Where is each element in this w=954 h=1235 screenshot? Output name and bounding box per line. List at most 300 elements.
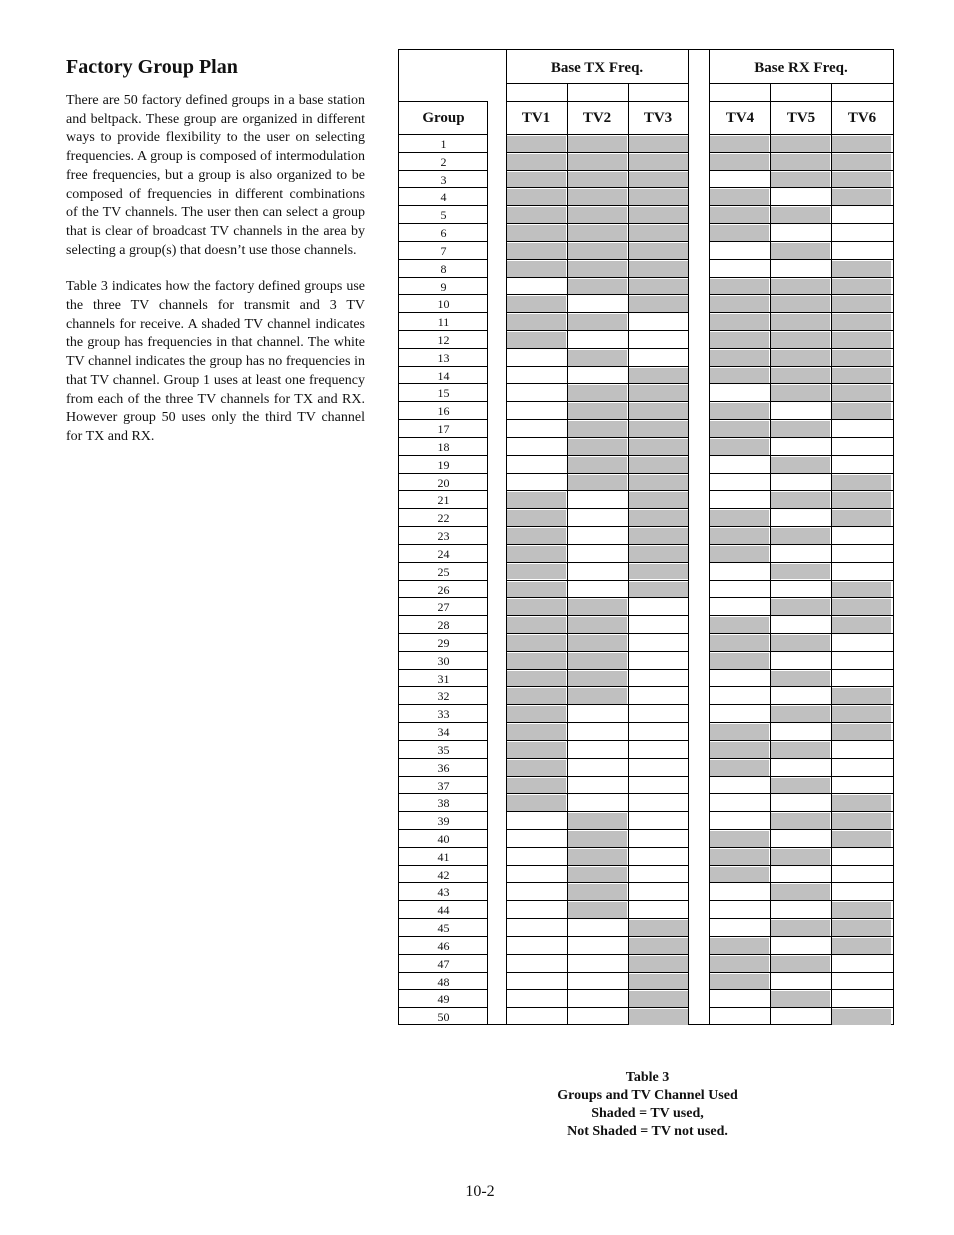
row-rule bbox=[506, 383, 688, 384]
group-number: 50 bbox=[437, 1010, 450, 1025]
channel-cell-tv6 bbox=[832, 831, 891, 847]
channel-cell-tv1 bbox=[507, 457, 566, 473]
channel-cell-tv4 bbox=[710, 189, 769, 205]
channel-cell-tv2 bbox=[568, 475, 627, 491]
channel-cell-tv6 bbox=[832, 314, 891, 330]
channel-cell-tv4 bbox=[710, 492, 769, 508]
caption-legend-unshaded: Not Shaded = TV not used. bbox=[567, 1124, 728, 1139]
channel-cell-tv5 bbox=[771, 439, 830, 455]
channel-cell-tv4 bbox=[710, 136, 769, 152]
channel-cell-tv3 bbox=[629, 956, 688, 972]
channel-header-tv3: TV3 bbox=[643, 110, 673, 126]
row-rule bbox=[506, 490, 688, 491]
channel-cell-tv3 bbox=[629, 261, 688, 277]
channel-cell-tv4 bbox=[710, 778, 769, 794]
row-rule bbox=[399, 686, 487, 687]
channel-cell-tv1 bbox=[507, 582, 566, 598]
channel-cell-tv3 bbox=[629, 368, 688, 384]
channel-cell-tv2 bbox=[568, 778, 627, 794]
channel-cell-tv5 bbox=[771, 421, 830, 437]
channel-cell-tv6 bbox=[832, 938, 891, 954]
channel-cell-tv1 bbox=[507, 154, 566, 170]
group-number: 46 bbox=[437, 938, 450, 953]
channel-cell-tv2 bbox=[568, 154, 627, 170]
header-rule bbox=[709, 101, 893, 102]
row-rule bbox=[399, 669, 487, 670]
channel-cell-tv2 bbox=[568, 314, 627, 330]
channel-cell-tv4 bbox=[710, 849, 769, 865]
row-rule bbox=[709, 205, 893, 206]
channel-cell-tv3 bbox=[629, 225, 688, 241]
channel-cell-tv5 bbox=[771, 635, 830, 651]
channel-cell-tv4 bbox=[710, 688, 769, 704]
row-rule bbox=[506, 544, 688, 545]
group-number: 30 bbox=[437, 653, 450, 668]
caption-title: Table 3 bbox=[625, 1070, 670, 1085]
group-number: 38 bbox=[437, 796, 450, 811]
row-rule bbox=[399, 419, 487, 420]
row-rule bbox=[399, 366, 487, 367]
channel-cell-tv2 bbox=[568, 884, 627, 900]
channel-cell-tv6 bbox=[832, 332, 891, 348]
channel-cell-tv6 bbox=[832, 279, 891, 295]
channel-cell-tv6 bbox=[832, 475, 891, 491]
group-number: 2 bbox=[440, 154, 447, 169]
channel-cell-tv3 bbox=[629, 706, 688, 722]
row-rule bbox=[709, 401, 893, 402]
group-number: 20 bbox=[437, 475, 450, 490]
row-rule bbox=[506, 829, 688, 830]
channel-cell-tv3 bbox=[629, 332, 688, 348]
group-number: 18 bbox=[437, 439, 450, 454]
page-heading: Factory Group Plan bbox=[66, 56, 238, 78]
channel-cell-tv3 bbox=[629, 795, 688, 811]
channel-cell-tv1 bbox=[507, 599, 566, 615]
channel-cell-tv1 bbox=[507, 207, 566, 223]
channel-cell-tv4 bbox=[710, 582, 769, 598]
channel-cell-tv1 bbox=[507, 742, 566, 758]
row-rule bbox=[709, 633, 893, 634]
channel-cell-tv1 bbox=[507, 475, 566, 491]
channel-cell-tv6 bbox=[832, 991, 891, 1007]
group-number: 33 bbox=[437, 707, 450, 722]
channel-cell-tv6 bbox=[832, 368, 891, 384]
channel-cell-tv1 bbox=[507, 385, 566, 401]
row-rule bbox=[399, 223, 487, 224]
channel-cell-tv5 bbox=[771, 617, 830, 633]
group-number: 10 bbox=[437, 297, 450, 312]
intro-paragraph-1: There are 50 factory defined groups in a base station and beltpack. These group are organized in different ways to provide flexibility to the user on selecting frequencies. A group is composed of intermodulation free frequencies, but a group is also organized to be composed of frequencies in different combinations of the TV channels. The user then can select a group that is clear of broadcast TV channels in the area by selecting a group(s) that doesn’t use those channels. bbox=[66, 93, 365, 258]
channel-cell-tv6 bbox=[832, 688, 891, 704]
channel-cell-tv2 bbox=[568, 1009, 627, 1025]
channel-cell-tv6 bbox=[832, 671, 891, 687]
group-header: Group bbox=[422, 110, 465, 126]
channel-cell-tv3 bbox=[629, 938, 688, 954]
row-rule bbox=[399, 972, 487, 973]
channel-cell-tv4 bbox=[710, 279, 769, 295]
channel-cell-tv1 bbox=[507, 974, 566, 990]
channel-cell-tv1 bbox=[507, 261, 566, 277]
row-rule bbox=[399, 776, 487, 777]
channel-cell-tv1 bbox=[507, 671, 566, 687]
header-rule bbox=[399, 134, 487, 135]
channel-cell-tv6 bbox=[832, 136, 891, 152]
channel-cell-tv1 bbox=[507, 225, 566, 241]
channel-cell-tv5 bbox=[771, 546, 830, 562]
row-rule bbox=[709, 490, 893, 491]
row-rule bbox=[506, 205, 688, 206]
group-number: 36 bbox=[437, 760, 450, 775]
row-rule bbox=[506, 187, 688, 188]
group-number: 22 bbox=[437, 511, 450, 526]
channel-cell-tv4 bbox=[710, 510, 769, 526]
group-number: 39 bbox=[437, 814, 450, 829]
channel-cell-tv6 bbox=[832, 492, 891, 508]
row-rule bbox=[506, 294, 688, 295]
group-number: 32 bbox=[437, 689, 450, 704]
channel-cell-tv2 bbox=[568, 332, 627, 348]
channel-cell-tv1 bbox=[507, 991, 566, 1007]
group-number: 49 bbox=[437, 992, 450, 1007]
channel-cell-tv5 bbox=[771, 528, 830, 544]
row-rule bbox=[709, 722, 893, 723]
channel-cell-tv4 bbox=[710, 528, 769, 544]
group-number: 29 bbox=[437, 635, 450, 650]
channel-cell-tv5 bbox=[771, 279, 830, 295]
row-rule bbox=[399, 829, 487, 830]
channel-cell-tv5 bbox=[771, 368, 830, 384]
channel-cell-tv4 bbox=[710, 403, 769, 419]
channel-cell-tv2 bbox=[568, 902, 627, 918]
channel-cell-tv6 bbox=[832, 225, 891, 241]
channel-cell-tv4 bbox=[710, 635, 769, 651]
group-number: 15 bbox=[437, 386, 450, 401]
group-number: 47 bbox=[437, 956, 450, 971]
channel-cell-tv2 bbox=[568, 136, 627, 152]
row-rule bbox=[399, 277, 487, 278]
channel-cell-tv1 bbox=[507, 492, 566, 508]
channel-cell-tv4 bbox=[710, 314, 769, 330]
channel-cell-tv4 bbox=[710, 706, 769, 722]
row-rule bbox=[399, 170, 487, 171]
row-rule bbox=[709, 829, 893, 830]
channel-cell-tv6 bbox=[832, 172, 891, 188]
channel-cell-tv6 bbox=[832, 724, 891, 740]
row-rule bbox=[506, 633, 688, 634]
channel-cell-tv1 bbox=[507, 778, 566, 794]
row-rule bbox=[709, 383, 893, 384]
header-rule bbox=[506, 101, 688, 102]
channel-cell-tv3 bbox=[629, 902, 688, 918]
channel-cell-tv2 bbox=[568, 385, 627, 401]
row-rule bbox=[506, 989, 688, 990]
row-rule bbox=[506, 615, 688, 616]
channel-cell-tv3 bbox=[629, 243, 688, 259]
channel-cell-tv6 bbox=[832, 350, 891, 366]
row-rule bbox=[709, 330, 893, 331]
channel-cell-tv5 bbox=[771, 849, 830, 865]
group-number: 44 bbox=[437, 903, 450, 918]
channel-cell-tv5 bbox=[771, 956, 830, 972]
channel-cell-tv3 bbox=[629, 1009, 688, 1025]
group-number: 40 bbox=[437, 831, 450, 846]
row-rule bbox=[506, 241, 688, 242]
group-number: 28 bbox=[437, 618, 450, 633]
channel-cell-tv3 bbox=[629, 492, 688, 508]
row-rule bbox=[399, 455, 487, 456]
row-rule bbox=[399, 330, 487, 331]
group-number: 3 bbox=[440, 172, 447, 187]
group-number: 8 bbox=[440, 261, 447, 276]
channel-cell-tv3 bbox=[629, 884, 688, 900]
row-rule bbox=[709, 544, 893, 545]
channel-cell-tv6 bbox=[832, 154, 891, 170]
channel-cell-tv3 bbox=[629, 599, 688, 615]
channel-cell-tv5 bbox=[771, 207, 830, 223]
channel-cell-tv1 bbox=[507, 956, 566, 972]
row-rule bbox=[709, 704, 893, 705]
intro-text bbox=[66, 92, 365, 465]
channel-cell-tv3 bbox=[629, 207, 688, 223]
channel-cell-tv2 bbox=[568, 439, 627, 455]
channel-cell-tv1 bbox=[507, 314, 566, 330]
channel-cell-tv1 bbox=[507, 546, 566, 562]
channel-cell-tv5 bbox=[771, 902, 830, 918]
channel-cell-tv1 bbox=[507, 296, 566, 312]
channel-cell-tv6 bbox=[832, 510, 891, 526]
group-column-divider bbox=[487, 101, 488, 1024]
channel-cell-tv6 bbox=[832, 795, 891, 811]
channel-cell-tv4 bbox=[710, 564, 769, 580]
channel-cell-tv2 bbox=[568, 296, 627, 312]
channel-cell-tv3 bbox=[629, 296, 688, 312]
channel-cell-tv6 bbox=[832, 617, 891, 633]
channel-cell-tv3 bbox=[629, 350, 688, 366]
channel-cell-tv2 bbox=[568, 653, 627, 669]
channel-cell-tv2 bbox=[568, 938, 627, 954]
channel-cell-tv1 bbox=[507, 172, 566, 188]
row-rule bbox=[399, 793, 487, 794]
channel-cell-tv6 bbox=[832, 207, 891, 223]
group-number: 13 bbox=[437, 350, 450, 365]
channel-cell-tv3 bbox=[629, 510, 688, 526]
channel-cell-tv1 bbox=[507, 760, 566, 776]
channel-cell-tv2 bbox=[568, 991, 627, 1007]
channel-cell-tv4 bbox=[710, 974, 769, 990]
row-rule bbox=[709, 615, 893, 616]
channel-cell-tv2 bbox=[568, 564, 627, 580]
channel-cell-tv4 bbox=[710, 172, 769, 188]
channel-cell-tv1 bbox=[507, 635, 566, 651]
channel-cell-tv2 bbox=[568, 403, 627, 419]
row-rule bbox=[506, 793, 688, 794]
row-rule bbox=[709, 223, 893, 224]
group-number: 17 bbox=[437, 422, 450, 437]
header-rule bbox=[709, 83, 893, 84]
channel-cell-tv5 bbox=[771, 867, 830, 883]
row-rule bbox=[399, 580, 487, 581]
group-number: 16 bbox=[437, 404, 450, 419]
channel-cell-tv2 bbox=[568, 350, 627, 366]
channel-cell-tv4 bbox=[710, 760, 769, 776]
row-rule bbox=[399, 490, 487, 491]
channel-cell-tv5 bbox=[771, 653, 830, 669]
row-rule bbox=[399, 437, 487, 438]
channel-cell-tv1 bbox=[507, 189, 566, 205]
channel-cell-tv4 bbox=[710, 261, 769, 277]
channel-cell-tv6 bbox=[832, 813, 891, 829]
channel-cell-tv5 bbox=[771, 706, 830, 722]
row-rule bbox=[709, 312, 893, 313]
channel-cell-tv6 bbox=[832, 599, 891, 615]
channel-cell-tv5 bbox=[771, 724, 830, 740]
channel-cell-tv6 bbox=[832, 902, 891, 918]
channel-cell-tv4 bbox=[710, 296, 769, 312]
row-rule bbox=[399, 989, 487, 990]
row-rule bbox=[399, 508, 487, 509]
group-number: 19 bbox=[437, 457, 450, 472]
channel-cell-tv3 bbox=[629, 475, 688, 491]
channel-cell-tv1 bbox=[507, 867, 566, 883]
channel-cell-tv4 bbox=[710, 617, 769, 633]
channel-cell-tv2 bbox=[568, 582, 627, 598]
group-number: 12 bbox=[437, 333, 450, 348]
channel-cell-tv2 bbox=[568, 510, 627, 526]
channel-cell-tv5 bbox=[771, 991, 830, 1007]
group-number: 34 bbox=[437, 725, 450, 740]
row-rule bbox=[709, 597, 893, 598]
row-rule bbox=[399, 294, 487, 295]
row-rule bbox=[506, 722, 688, 723]
row-rule bbox=[709, 936, 893, 937]
row-rule bbox=[399, 918, 487, 919]
channel-cell-tv5 bbox=[771, 795, 830, 811]
row-rule bbox=[399, 615, 487, 616]
channel-header-tv4: TV4 bbox=[725, 110, 755, 126]
channel-cell-tv6 bbox=[832, 742, 891, 758]
column-divider bbox=[688, 50, 689, 1024]
channel-cell-tv6 bbox=[832, 528, 891, 544]
channel-cell-tv3 bbox=[629, 671, 688, 687]
channel-cell-tv6 bbox=[832, 546, 891, 562]
header-rule bbox=[399, 101, 487, 102]
channel-cell-tv2 bbox=[568, 421, 627, 437]
channel-cell-tv4 bbox=[710, 920, 769, 936]
row-rule bbox=[709, 989, 893, 990]
channel-cell-tv5 bbox=[771, 938, 830, 954]
channel-cell-tv6 bbox=[832, 653, 891, 669]
channel-cell-tv5 bbox=[771, 599, 830, 615]
channel-cell-tv4 bbox=[710, 956, 769, 972]
channel-cell-tv1 bbox=[507, 439, 566, 455]
channel-cell-tv5 bbox=[771, 760, 830, 776]
channel-cell-tv3 bbox=[629, 189, 688, 205]
channel-cell-tv5 bbox=[771, 225, 830, 241]
channel-cell-tv4 bbox=[710, 671, 769, 687]
channel-cell-tv3 bbox=[629, 849, 688, 865]
channel-cell-tv5 bbox=[771, 884, 830, 900]
channel-cell-tv4 bbox=[710, 884, 769, 900]
channel-cell-tv3 bbox=[629, 136, 688, 152]
row-rule bbox=[506, 686, 688, 687]
channel-cell-tv6 bbox=[832, 849, 891, 865]
channel-cell-tv2 bbox=[568, 546, 627, 562]
row-rule bbox=[709, 187, 893, 188]
row-rule bbox=[506, 900, 688, 901]
channel-cell-tv4 bbox=[710, 653, 769, 669]
tx-header: Base TX Freq. bbox=[550, 60, 644, 76]
channel-cell-tv1 bbox=[507, 813, 566, 829]
channel-cell-tv3 bbox=[629, 991, 688, 1007]
channel-cell-tv2 bbox=[568, 724, 627, 740]
channel-cell-tv5 bbox=[771, 742, 830, 758]
channel-cell-tv4 bbox=[710, 225, 769, 241]
row-rule bbox=[709, 882, 893, 883]
row-rule bbox=[506, 882, 688, 883]
intro-paragraph-2: Table 3 indicates how the factory defined groups use the three TV channels for transmit and 3 TV channels for receive. A shaded TV channel indicates the group has frequencies in that channel. The white TV channel indicates the group has no frequencies in that TV channel. Group 1 uses at least one frequency from each of the three TV channels for TX and RX. However group 50 uses only the third TV channel for TX and RX. bbox=[66, 279, 365, 444]
row-rule bbox=[399, 401, 487, 402]
channel-cell-tv2 bbox=[568, 492, 627, 508]
row-rule bbox=[709, 900, 893, 901]
channel-cell-tv2 bbox=[568, 599, 627, 615]
channel-header-tv6: TV6 bbox=[847, 110, 877, 126]
row-rule bbox=[399, 722, 487, 723]
channel-cell-tv5 bbox=[771, 332, 830, 348]
channel-cell-tv2 bbox=[568, 189, 627, 205]
row-rule bbox=[506, 740, 688, 741]
channel-cell-tv6 bbox=[832, 439, 891, 455]
group-number: 7 bbox=[440, 243, 447, 258]
channel-cell-tv4 bbox=[710, 991, 769, 1007]
row-rule bbox=[506, 811, 688, 812]
channel-cell-tv1 bbox=[507, 706, 566, 722]
group-number: 26 bbox=[437, 582, 450, 597]
channel-cell-tv4 bbox=[710, 457, 769, 473]
channel-cell-tv4 bbox=[710, 546, 769, 562]
row-rule bbox=[506, 508, 688, 509]
channel-cell-tv4 bbox=[710, 475, 769, 491]
row-rule bbox=[399, 526, 487, 527]
caption-legend-shaded: Shaded = TV used, bbox=[591, 1106, 704, 1121]
row-rule bbox=[399, 900, 487, 901]
channel-cell-tv3 bbox=[629, 385, 688, 401]
page-number: 10-2 bbox=[465, 1183, 495, 1200]
row-rule bbox=[399, 758, 487, 759]
row-rule bbox=[399, 633, 487, 634]
row-rule bbox=[399, 882, 487, 883]
group-number: 11 bbox=[437, 315, 450, 330]
row-rule bbox=[709, 294, 893, 295]
group-number: 24 bbox=[437, 546, 450, 561]
channel-cell-tv3 bbox=[629, 724, 688, 740]
row-rule bbox=[399, 704, 487, 705]
channel-cell-tv5 bbox=[771, 136, 830, 152]
channel-cell-tv2 bbox=[568, 688, 627, 704]
channel-cell-tv5 bbox=[771, 671, 830, 687]
channel-cell-tv1 bbox=[507, 421, 566, 437]
channel-cell-tv2 bbox=[568, 813, 627, 829]
row-rule bbox=[506, 419, 688, 420]
row-rule bbox=[506, 936, 688, 937]
channel-cell-tv4 bbox=[710, 831, 769, 847]
group-number: 14 bbox=[437, 368, 450, 383]
channel-cell-tv2 bbox=[568, 261, 627, 277]
channel-cell-tv1 bbox=[507, 564, 566, 580]
channel-cell-tv4 bbox=[710, 938, 769, 954]
channel-cell-tv5 bbox=[771, 475, 830, 491]
channel-cell-tv5 bbox=[771, 510, 830, 526]
row-rule bbox=[399, 651, 487, 652]
